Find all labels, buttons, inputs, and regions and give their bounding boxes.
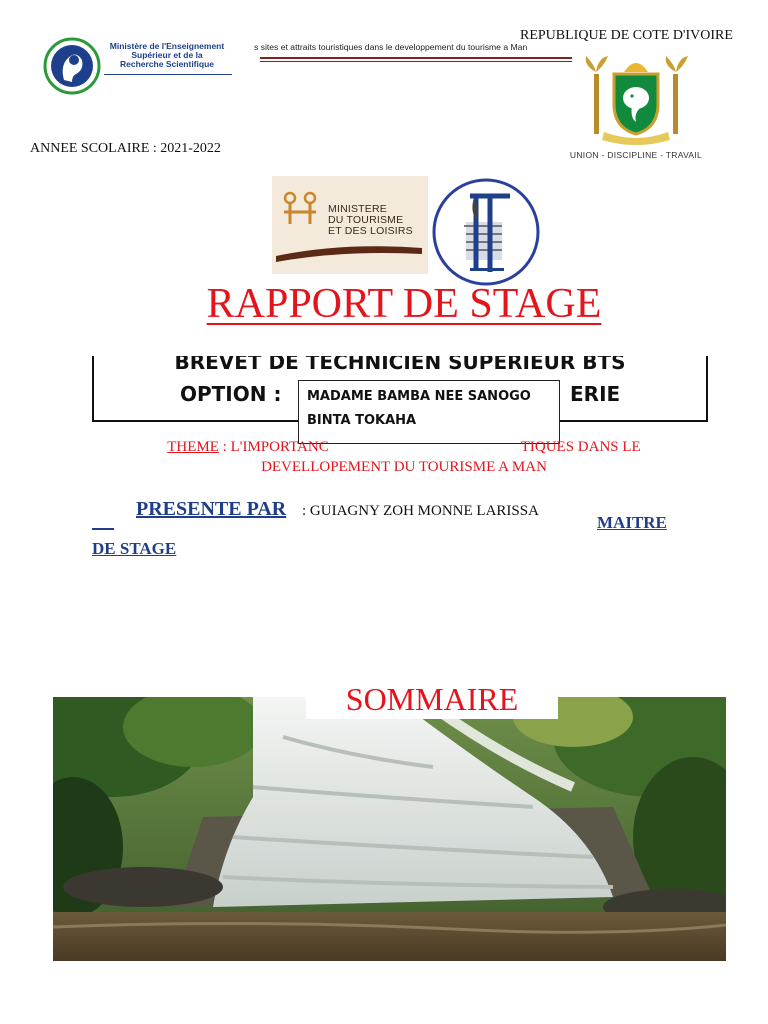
bts-degree-line: BREVET DE TECHNICIEN SUPERIEUR BTS bbox=[174, 356, 626, 374]
waterfall-photo bbox=[53, 697, 726, 961]
coat-of-arms-emblem bbox=[584, 52, 688, 148]
internship-supervisor-label: MAITRE bbox=[597, 513, 667, 532]
small-rule bbox=[92, 528, 114, 530]
school-year: ANNEE SCOLAIRE : 2021-2022 bbox=[30, 141, 221, 156]
report-title: RAPPORT DE STAGE bbox=[206, 281, 602, 327]
bts-option-tail: ERIE bbox=[570, 382, 621, 406]
republic-name: REPUBLIQUE DE COTE D'IVOIRE bbox=[520, 28, 733, 43]
tourism-name-line: DU TOURISME bbox=[328, 214, 404, 226]
tourism-ministry-logo bbox=[272, 176, 428, 274]
supervisor-name-line: BINTA TOKAHA bbox=[307, 413, 417, 428]
theme-text-end: TIQUES DANS LE bbox=[520, 439, 641, 455]
ministry-name-line: Recherche Scientifique bbox=[119, 59, 214, 69]
ministry-name-line: Ministère de l'Enseignement bbox=[109, 41, 225, 51]
school-logo bbox=[430, 176, 544, 286]
supervisor-name-line: MADAME BAMBA NEE SANOGO bbox=[307, 389, 531, 404]
coat-of-arms-icon bbox=[584, 52, 688, 148]
tourism-name-line: MINISTERE bbox=[328, 203, 387, 215]
ministry-higher-education-logo bbox=[42, 30, 234, 102]
header-ribbon-text: s sites et attraits touristiques dans le developpement du tourisme a Man bbox=[254, 42, 528, 52]
waterfall-image-icon bbox=[53, 697, 726, 961]
theme-line-2: DEVELLOPEMENT DU TOURISME A MAN bbox=[261, 459, 547, 475]
report-theme bbox=[92, 437, 716, 477]
school-emblem-icon bbox=[430, 176, 544, 286]
national-motto: UNION - DISCIPLINE - TRAVAIL bbox=[569, 150, 703, 160]
ministry-emblem-icon bbox=[42, 30, 104, 102]
ministry-underline bbox=[104, 74, 232, 75]
supervisor-name-box bbox=[298, 380, 560, 444]
theme-label: THEME bbox=[167, 439, 219, 455]
presented-by-label: PRESENTE PAR bbox=[136, 498, 287, 520]
ribbon-rule bbox=[260, 57, 572, 59]
ministry-name-line: Supérieur et de la bbox=[131, 50, 203, 60]
internship-supervisor-label-cont: DE STAGE bbox=[92, 539, 177, 558]
summary-heading: SOMMAIRE bbox=[306, 677, 558, 719]
student-name: : GUIAGNY ZOH MONNE LARISSA bbox=[302, 503, 539, 519]
bts-option-label: OPTION : bbox=[180, 382, 282, 406]
tourism-name-line: ET DES LOISIRS bbox=[328, 225, 413, 237]
ribbon-rule bbox=[260, 61, 572, 62]
theme-text-start: : L'IMPORTANC bbox=[218, 439, 329, 455]
theme-line bbox=[92, 437, 716, 457]
